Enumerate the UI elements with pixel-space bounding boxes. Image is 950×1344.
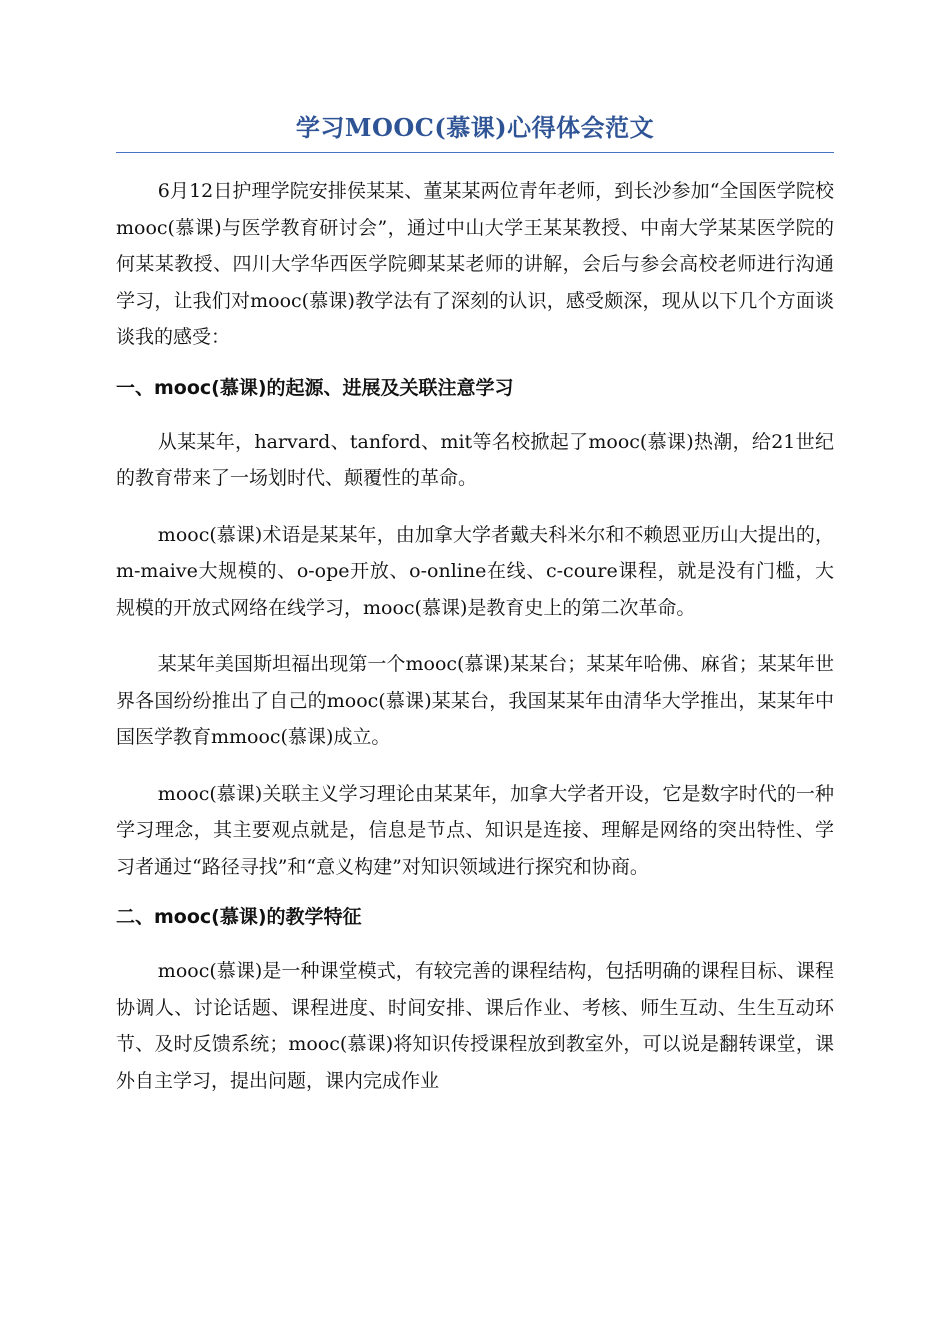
paragraph-teaching-features: mooc(慕课)是一种课堂模式，有较完善的课程结构，包括明确的课程目标、课程协调人、讨论话题、课程进度、时间安排、课后作业、考核、师生互动、生生互动环节、及时反馈系统；mooc(慕课)将知识传授课程放到教室外，可以说是翻转课堂，课外自主学习，提出问题，课内完成作业	[116, 960, 834, 1092]
paragraph-origin-history: 从某某年，harvard、tanford、mit等名校掀起了mooc(慕课)热潮，给21世纪的教育带来了一场划时代、颠覆性的革命。	[116, 430, 834, 489]
paragraph-intro: 6月12日护理学院安排侯某某、董某某两位青年老师，到长沙参加“全国医学院校mooc(慕课)与医学教育研讨会”，通过中山大学王某某教授、中南大学某某医学院的何某某教授、四川大学华西医学院卿某某老师的讲解，会后与参会高校老师进行沟通学习，让我们对mooc(慕课)教学法有了深刻的认识，感受颇深，现从以下几个方面谈谈我的感受：	[116, 180, 834, 348]
document-body	[116, 108, 834, 1099]
paragraph-platform-history: 某某年美国斯坦福出现第一个mooc(慕课)某某台；某某年哈佛、麻省；某某年世界各国纷纷推出了自己的mooc(慕课)某某台，我国某某年由清华大学推出，某某年中国医学教育mmooc(慕课)成立。	[116, 653, 834, 748]
document-title: 学习MOOC(慕课)心得体会范文	[116, 108, 834, 153]
paragraph-connectivism: mooc(慕课)关联主义学习理论由某某年，加拿大学者开设，它是数字时代的一种学习理念，其主要观点就是，信息是节点、知识是连接、理解是网络的突出特性、学习者通过“路径寻找”和“意义构建”对知识领域进行探究和协商。	[116, 782, 834, 878]
section-heading-features: 二、mooc(慕课)的教学特征	[116, 906, 362, 928]
section-heading-origin: 一、mooc(慕课)的起源、进展及关联注意学习	[116, 376, 514, 399]
paragraph-term-definition: mooc(慕课)术语是某某年，由加拿大学者戴夫科米尔和不赖恩亚历山大提出的，m-maive大规模的、o-ope开放、o-online在线、c-coure课程，就是没有门槛，大规模的开放式网络在线学习，mooc(慕课)是教育史上的第二次革命。	[116, 523, 834, 619]
